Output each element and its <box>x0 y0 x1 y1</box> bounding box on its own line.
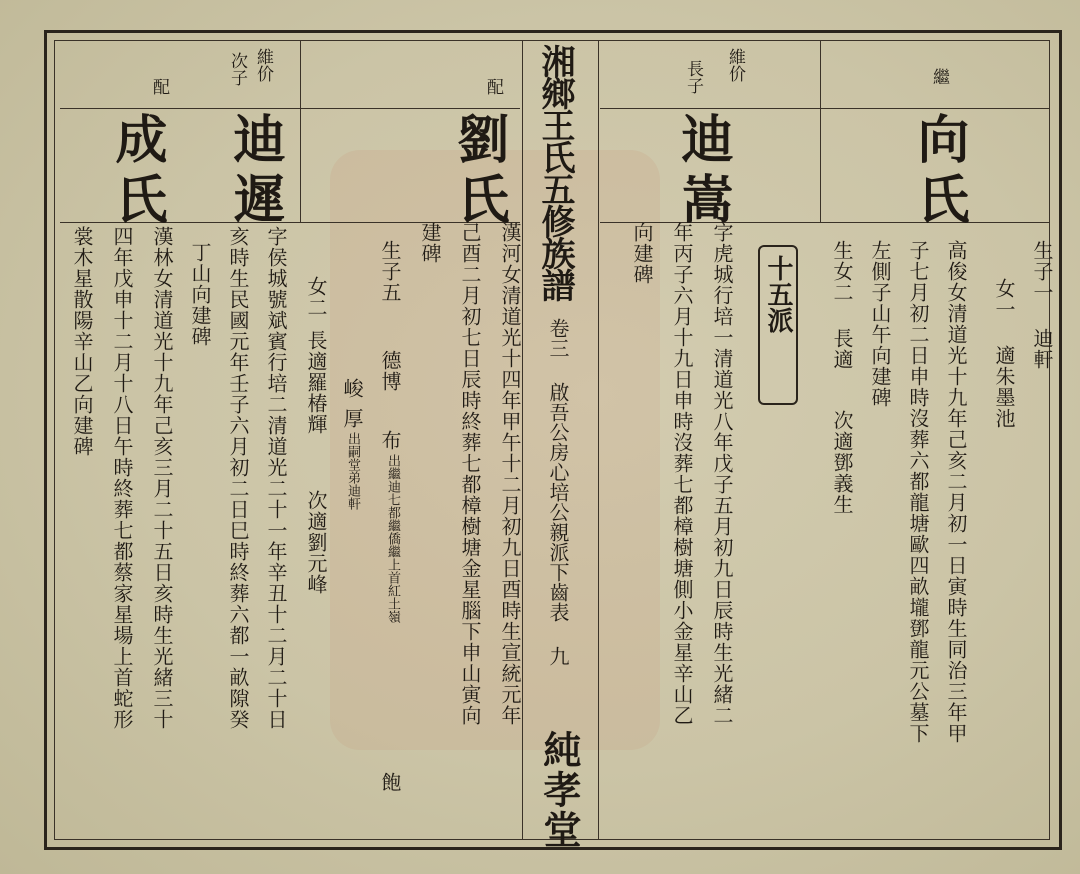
bio-cheng-3: 裳木星散陽辛山乙向建碑 <box>70 226 94 457</box>
bio-dixi-1: 字虎城行培一清道光八年戊子五月初九日辰時生光緒二 <box>710 222 734 726</box>
person-name-dixi: 迪嵩 <box>672 112 733 232</box>
liu-spouse-label: 配 <box>483 78 503 95</box>
bio-xiang-2: 子七月初二日申時沒葬六都龍塘歐四畝壠鄧龍元公墓下 <box>906 240 930 744</box>
liu-daughter-1: 長適羅椿輝 <box>304 330 328 435</box>
bio-xiang-1: 高俊女清道光十九年己亥二月初一日寅時生同治三年甲 <box>944 240 968 744</box>
right-section-divider <box>820 40 821 222</box>
bio-dichi-3: 丁山向建碑 <box>188 242 212 347</box>
bio-liu-1: 漢河女清道光十四年甲午十二月初九日酉時生宣統元年 <box>498 222 522 726</box>
book-title: 湘鄉王氏五修族譜 <box>535 44 575 300</box>
bio-dixi-3: 向建碑 <box>630 222 654 285</box>
dixi-line-label-1: 維价 <box>725 48 745 82</box>
bio-xiang-3: 左側子山午向建碑 <box>868 240 892 408</box>
spouse-name-xiang: 向氏 <box>908 112 969 232</box>
liu-daughter-2: 次適劉元峰 <box>304 490 328 595</box>
person-name-dichi: 迪遲 <box>224 112 285 232</box>
bio-dichi-1: 字侯城號斌賓行培二清道光二十一年辛丑十二月二十日 <box>264 226 288 730</box>
liu-son-3: 厚 <box>340 408 364 429</box>
dichi-line-label-2: 次子 <box>227 52 247 86</box>
liu-sons-label: 生子五 <box>378 240 402 303</box>
bio-cheng-2: 四年戊申十二月十八日午時終葬七都蔡家星場上首蛇形 <box>110 226 134 730</box>
center-column-right-rule <box>598 40 599 840</box>
spouse-name-cheng: 成氏 <box>106 112 167 232</box>
children-note: 生子一 迪軒 <box>1030 240 1054 370</box>
left-section-divider <box>300 40 301 222</box>
generation-badge <box>758 245 798 405</box>
liu-son-note-2: 出繼迪七都繼僑繼上首紅土嶺 <box>385 454 400 623</box>
right-name-divider <box>600 222 1050 223</box>
generation-badge-text: 十五派 <box>763 255 793 333</box>
spouse-name-liu: 劉氏 <box>448 112 509 232</box>
liu-son-1: 德博 <box>378 350 402 392</box>
cheng-spouse-label: 配 <box>149 78 169 95</box>
liu-son-2: 峻 <box>340 378 364 399</box>
hall-name: 純孝堂 <box>537 730 582 850</box>
bio-cheng-1: 漢林女清道光十九年己亥三月二十五日亥時生光緒三十 <box>150 226 174 730</box>
liu-daughters-label: 女二 <box>304 276 328 318</box>
bio-xiang-5: 次適鄧義生 <box>830 410 854 515</box>
relation-label: 繼 <box>929 68 949 85</box>
volume-line: 卷三 啟吾公房心培公親派下齒表 九 <box>546 318 570 666</box>
liu-son-4: 布 <box>378 430 402 451</box>
left-header-divider <box>60 108 520 109</box>
dixi-line-label-2: 長子 <box>683 60 703 94</box>
bio-liu-2: 己酉二月初七日辰時終葬七都樟樹塘金星腦下申山寅向 <box>458 222 482 726</box>
daughters-note: 女一 適朱墨池 <box>992 278 1016 429</box>
bio-dichi-2: 亥時生民國元年壬子六月初二日巳時終葬六都一畝隙癸 <box>226 226 250 730</box>
dichi-line-label-1: 維价 <box>253 48 273 82</box>
right-header-divider <box>600 108 1050 109</box>
center-column-left-rule <box>522 40 523 840</box>
bio-xiang-4: 生女二 長適 <box>830 240 854 370</box>
bio-liu-3: 建碑 <box>418 222 442 264</box>
liu-son-note-1: 出嗣堂弟迪軒 <box>345 432 360 510</box>
bio-dixi-2: 年丙子六月十九日申時沒葬七都樟樹塘側小金星辛山乙 <box>670 222 694 726</box>
liu-son-5: 飽 <box>378 772 402 793</box>
